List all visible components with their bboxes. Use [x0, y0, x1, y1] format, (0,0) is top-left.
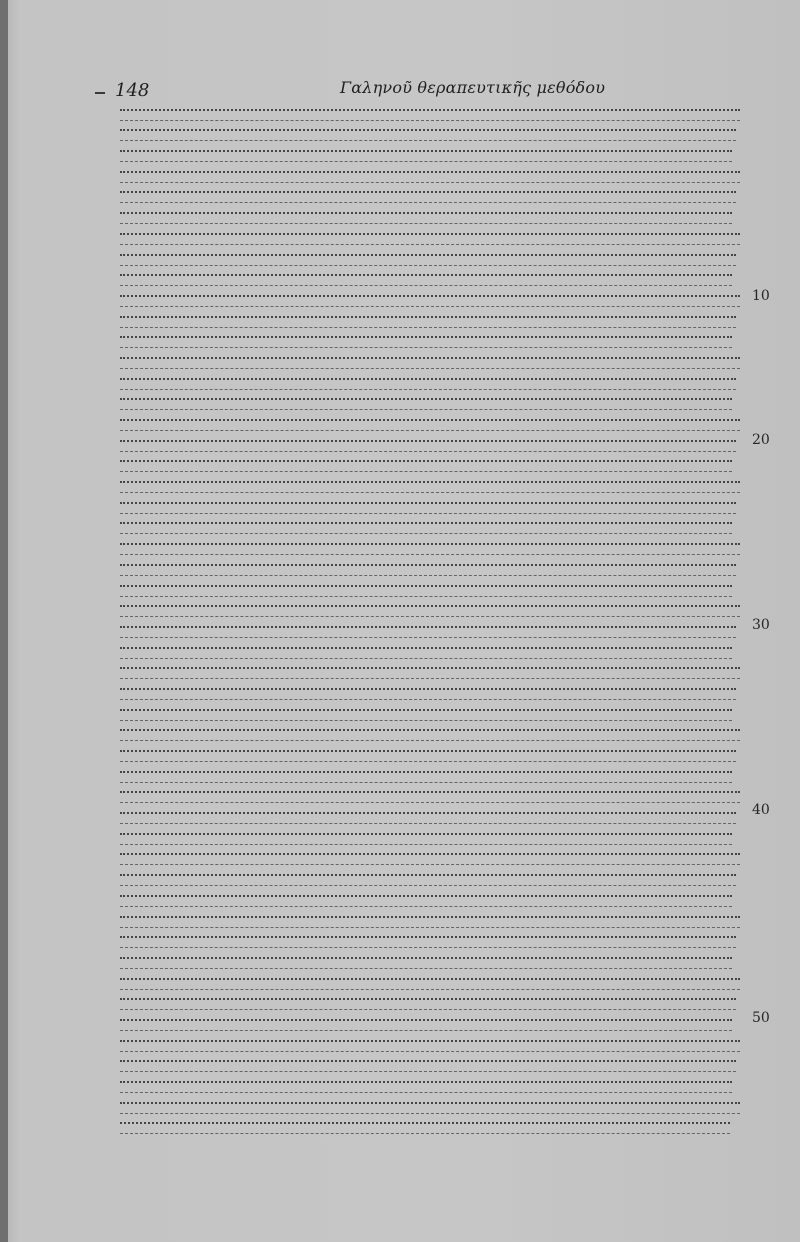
illegible-greek-type — [120, 1122, 730, 1134]
text-line — [120, 410, 748, 431]
text-line — [120, 1052, 748, 1073]
illegible-greek-type — [120, 895, 732, 907]
illegible-greek-type — [120, 667, 740, 679]
illegible-greek-type — [120, 129, 736, 141]
margin-line-number: 40 — [752, 802, 770, 818]
text-line — [120, 638, 748, 659]
illegible-greek-type — [120, 688, 736, 700]
illegible-greek-type — [120, 191, 736, 203]
illegible-greek-type — [120, 647, 732, 659]
illegible-greek-type — [120, 378, 736, 390]
illegible-greek-type — [120, 419, 740, 431]
illegible-greek-type — [120, 957, 732, 969]
text-line — [120, 369, 748, 390]
text-line — [120, 100, 748, 121]
text-line — [120, 514, 748, 535]
illegible-greek-type — [120, 729, 740, 741]
illegible-greek-type — [120, 357, 740, 369]
illegible-greek-type — [120, 1040, 740, 1052]
text-line — [120, 162, 748, 183]
margin-line-number: 20 — [752, 432, 770, 448]
illegible-greek-type — [120, 791, 740, 803]
text-line — [120, 741, 748, 762]
text-line — [120, 328, 748, 349]
illegible-greek-type — [120, 812, 736, 824]
illegible-greek-type — [120, 626, 736, 638]
text-line — [120, 597, 748, 618]
text-line — [120, 865, 748, 886]
margin-line-number: 30 — [752, 617, 770, 633]
text-line — [120, 1072, 748, 1093]
illegible-greek-type — [120, 150, 732, 162]
illegible-greek-type — [120, 853, 740, 865]
illegible-greek-type — [120, 771, 732, 783]
illegible-greek-type — [120, 1019, 732, 1031]
page-gutter — [0, 0, 8, 1242]
illegible-greek-type — [120, 916, 740, 928]
text-line — [120, 990, 748, 1011]
illegible-greek-type — [120, 1081, 732, 1093]
illegible-greek-type — [120, 585, 732, 597]
text-line — [120, 576, 748, 597]
folio-number: 148 — [115, 80, 150, 101]
illegible-greek-type — [120, 171, 740, 183]
text-line — [120, 183, 748, 204]
illegible-greek-type — [120, 1102, 740, 1114]
text-line — [120, 266, 748, 287]
illegible-greek-type — [120, 460, 732, 472]
text-line — [120, 845, 748, 866]
text-line — [120, 679, 748, 700]
text-line — [120, 534, 748, 555]
text-line — [120, 245, 748, 266]
illegible-greek-type — [120, 998, 736, 1010]
text-line — [120, 783, 748, 804]
illegible-greek-type — [120, 109, 740, 121]
illegible-greek-type — [120, 254, 736, 266]
text-line — [120, 948, 748, 969]
text-line — [120, 928, 748, 949]
text-line — [120, 390, 748, 411]
text-line — [120, 617, 748, 638]
text-line — [120, 969, 748, 990]
text-line — [120, 1093, 748, 1114]
illegible-greek-type — [120, 564, 736, 576]
text-line — [120, 286, 748, 307]
illegible-greek-type — [120, 543, 740, 555]
illegible-greek-type — [120, 336, 732, 348]
illegible-greek-type — [120, 212, 732, 224]
text-line — [120, 203, 748, 224]
folio-dash — [95, 92, 105, 94]
illegible-greek-type — [120, 750, 736, 762]
greek-text-block — [120, 100, 748, 1150]
illegible-greek-type — [120, 440, 736, 452]
text-line — [120, 907, 748, 928]
illegible-greek-type — [120, 295, 740, 307]
illegible-greek-type — [120, 502, 736, 514]
text-line — [120, 721, 748, 742]
text-line — [120, 886, 748, 907]
margin-line-number: 50 — [752, 1010, 770, 1026]
text-line — [120, 824, 748, 845]
illegible-greek-type — [120, 833, 732, 845]
illegible-greek-type — [120, 605, 740, 617]
text-line — [120, 762, 748, 783]
running-head: Γαληνοῦ θεραπευτικῆς μεθόδου — [340, 78, 606, 97]
illegible-greek-type — [120, 874, 736, 886]
illegible-greek-type — [120, 709, 732, 721]
text-line — [120, 141, 748, 162]
text-line — [120, 348, 748, 369]
text-line — [120, 472, 748, 493]
text-line — [120, 224, 748, 245]
text-line — [120, 555, 748, 576]
text-line — [120, 1010, 748, 1031]
illegible-greek-type — [120, 481, 740, 493]
text-line — [120, 493, 748, 514]
text-line — [120, 452, 748, 473]
text-line — [120, 700, 748, 721]
margin-line-number: 10 — [752, 288, 770, 304]
illegible-greek-type — [120, 978, 740, 990]
illegible-greek-type — [120, 398, 732, 410]
illegible-greek-type — [120, 522, 732, 534]
text-line — [120, 431, 748, 452]
text-line — [120, 121, 748, 142]
illegible-greek-type — [120, 316, 736, 328]
illegible-greek-type — [120, 274, 732, 286]
text-line — [120, 659, 748, 680]
text-line — [120, 1114, 748, 1135]
text-line — [120, 307, 748, 328]
illegible-greek-type — [120, 936, 736, 948]
text-line — [120, 803, 748, 824]
illegible-greek-type — [120, 1060, 736, 1072]
text-line — [120, 1031, 748, 1052]
illegible-greek-type — [120, 233, 740, 245]
